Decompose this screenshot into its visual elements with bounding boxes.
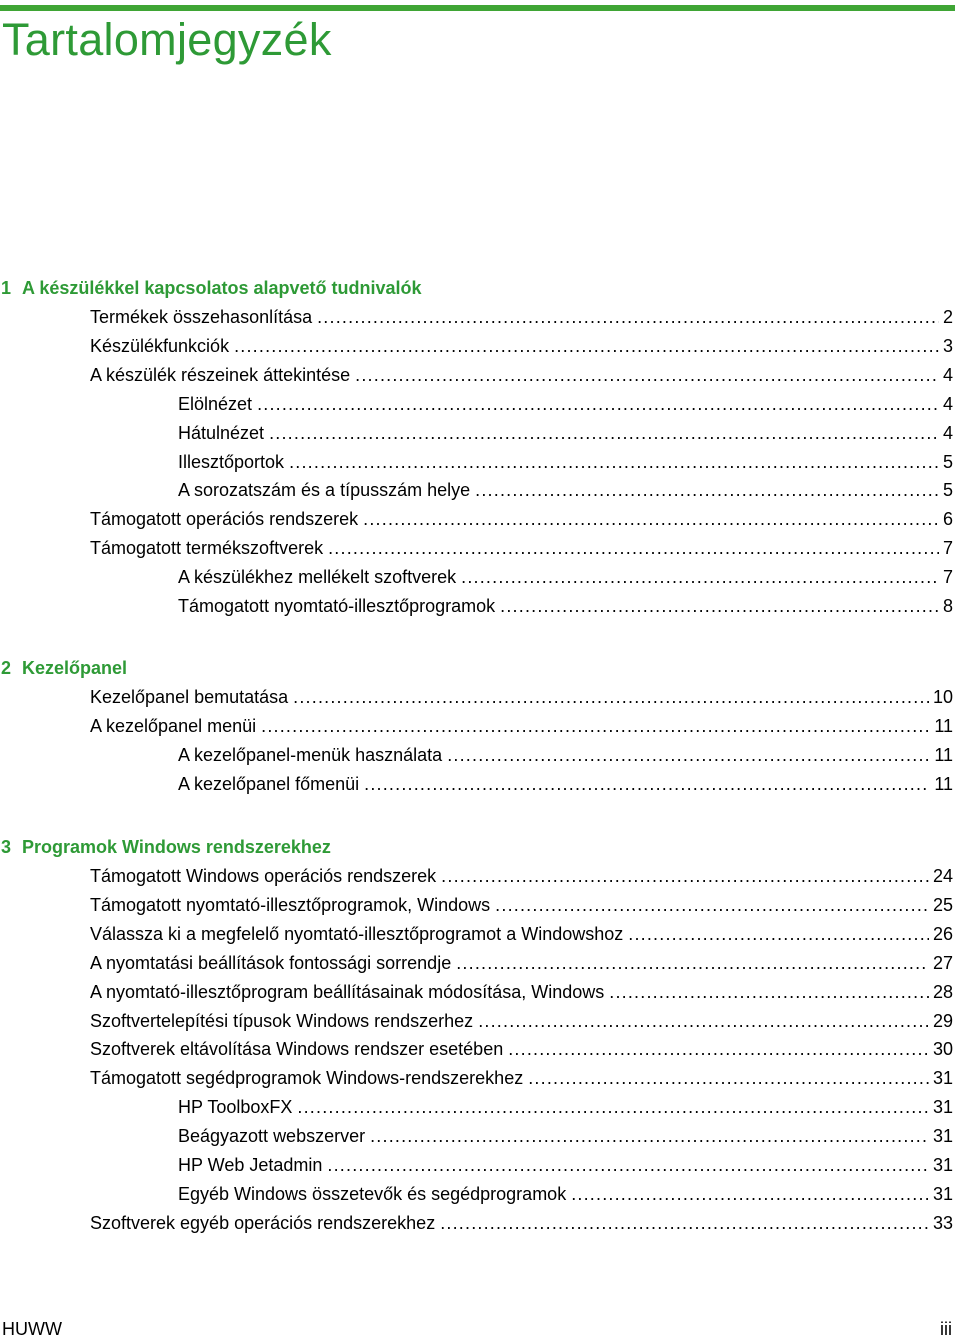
dot-leader	[478, 1010, 929, 1032]
dot-leader	[257, 393, 939, 415]
toc-entry[interactable]	[90, 981, 953, 1003]
toc-entry-page: 7	[942, 538, 953, 559]
chapter-number: 1	[1, 278, 12, 298]
dot-leader	[609, 981, 929, 1003]
dot-leader	[327, 1154, 929, 1176]
toc-entry-label: Szoftverek egyéb operációs rendszerekhez	[90, 1212, 436, 1233]
toc-entry[interactable]	[90, 1067, 953, 1089]
dot-leader	[297, 1096, 929, 1118]
toc-entry[interactable]	[178, 744, 953, 766]
toc-entry[interactable]	[90, 364, 953, 386]
toc-entry-label: HP ToolboxFX	[178, 1097, 293, 1118]
toc-entry-page: 31	[932, 1155, 953, 1175]
toc-entry[interactable]	[90, 894, 953, 916]
toc-entry-page: 4	[942, 393, 953, 414]
toc-entry-label: Készülékfunkciók	[90, 335, 230, 356]
toc-entry-page: 31	[932, 1126, 953, 1147]
toc-entry-label: Szoftvertelepítési típusok Windows rendszerhez	[90, 1010, 474, 1031]
chapter-title: Kezelőpanel	[22, 658, 128, 678]
toc-entry[interactable]	[178, 1183, 953, 1205]
toc-entry[interactable]	[178, 422, 953, 444]
toc-entry-page: 31	[932, 1097, 953, 1118]
toc-entry-page: 10	[932, 687, 953, 707]
toc-entry-page: 31	[932, 1183, 953, 1204]
toc-entry-label: Támogatott nyomtató-illesztőprogramok, Windows	[90, 894, 491, 915]
toc-entry[interactable]	[90, 508, 953, 530]
dot-leader	[475, 479, 939, 501]
toc-entry-page: 6	[942, 509, 953, 530]
dot-leader	[289, 451, 939, 473]
toc-entry[interactable]	[90, 715, 953, 737]
dot-leader	[363, 508, 939, 530]
chapter-number: 3	[1, 837, 12, 857]
footer-page-number: iii	[940, 1319, 952, 1339]
toc-entry-page: 27	[932, 952, 953, 973]
dot-leader	[461, 566, 939, 588]
toc-entry[interactable]	[90, 952, 953, 974]
toc-entry-label: Támogatott operációs rendszerek	[90, 509, 359, 530]
chapter-heading[interactable]	[0, 277, 422, 299]
toc-entry-label: Elölnézet	[178, 393, 253, 414]
dot-leader	[269, 422, 939, 444]
toc-entry-page: 8	[942, 596, 953, 616]
toc-entry-label: Támogatott termékszoftverek	[90, 538, 324, 559]
toc-entry-page: 4	[942, 422, 953, 443]
toc-entry-label: Hátulnézet	[178, 422, 265, 443]
toc-entry-page: 3	[942, 335, 953, 356]
toc-entry-page: 25	[932, 894, 953, 915]
toc-entry-label: A nyomtató-illesztőprogram beállításainak módosítása, Windows	[90, 981, 605, 1002]
toc-entry[interactable]	[178, 566, 953, 588]
toc-entry[interactable]	[90, 865, 953, 887]
toc-entry-label: A kezelőpanel-menük használata	[178, 744, 443, 765]
toc-entry[interactable]	[178, 1154, 953, 1176]
toc-entry-page: 11	[934, 715, 953, 736]
dot-leader	[571, 1183, 929, 1205]
toc-entry[interactable]	[178, 393, 953, 415]
chapter-number: 2	[1, 658, 12, 678]
dot-leader	[364, 773, 930, 795]
toc-entry-label: Támogatott segédprogramok Windows-rendszerekhez	[90, 1068, 524, 1089]
dot-leader	[355, 364, 939, 386]
dot-leader	[261, 715, 930, 737]
toc-entry-label: Illesztőportok	[178, 451, 285, 472]
dot-leader	[500, 595, 939, 617]
footer-left-label: HUWW	[2, 1319, 62, 1339]
toc-entry-label: Kezelőpanel bemutatása	[90, 687, 289, 707]
toc-entry-label: A kezelőpanel főmenüi	[178, 773, 360, 794]
toc-entry-label: A sorozatszám és a típusszám helye	[178, 480, 471, 501]
toc-entry-page: 5	[942, 451, 953, 472]
toc-entry[interactable]	[178, 1096, 953, 1118]
toc-entry[interactable]	[90, 306, 953, 328]
dot-leader	[528, 1067, 929, 1089]
toc-entry-page: 2	[942, 307, 953, 327]
toc-entry-page: 30	[932, 1039, 953, 1060]
toc-entry[interactable]	[90, 1038, 953, 1060]
toc-entry-page: 28	[932, 981, 953, 1002]
toc-entry-page: 4	[942, 364, 953, 385]
top-rule	[0, 5, 955, 11]
toc-entry[interactable]	[178, 479, 953, 501]
toc-entry[interactable]	[90, 1212, 953, 1234]
toc-entry-page: 5	[942, 480, 953, 501]
toc-entry-label: Beágyazott webszerver	[178, 1126, 366, 1147]
toc-entry-page: 7	[942, 567, 953, 588]
dot-leader	[440, 1212, 929, 1234]
toc-entry[interactable]	[178, 595, 953, 617]
chapter-heading[interactable]	[0, 836, 331, 858]
chapter-title: A készülékkel kapcsolatos alapvető tudnivalók	[22, 278, 422, 298]
chapter-heading[interactable]	[0, 657, 127, 679]
dot-leader	[317, 306, 939, 328]
toc-entry-label: A kezelőpanel menüi	[90, 715, 257, 736]
dot-leader	[508, 1038, 929, 1060]
chapter-title: Programok Windows rendszerekhez	[22, 837, 331, 857]
toc-entry-label: A nyomtatási beállítások fontossági sorrendje	[90, 952, 452, 973]
dot-leader	[441, 865, 929, 887]
toc-entry-page: 24	[932, 866, 953, 886]
dot-leader	[293, 686, 929, 708]
page-title: Tartalomjegyzék	[2, 14, 332, 65]
toc-entry-label: HP Web Jetadmin	[178, 1155, 323, 1175]
toc-entry-label: A készülékhez mellékelt szoftverek	[178, 567, 457, 588]
toc-entry-page: 11	[934, 773, 953, 794]
dot-leader	[234, 335, 939, 357]
toc-entry[interactable]	[90, 923, 953, 945]
toc-entry-label: Termékek összehasonlítása	[90, 307, 313, 327]
toc-entry[interactable]	[178, 773, 953, 795]
toc-entry-page: 33	[932, 1212, 953, 1233]
dot-leader	[370, 1125, 929, 1147]
dot-leader	[447, 744, 930, 766]
toc-entry-page: 11	[934, 744, 953, 765]
toc-entry[interactable]	[90, 1010, 953, 1032]
toc-entry[interactable]	[178, 451, 953, 473]
toc-entry-page: 29	[932, 1010, 953, 1031]
toc-entry-label: Egyéb Windows összetevők és segédprogramok	[178, 1183, 567, 1204]
toc-entry[interactable]	[90, 686, 953, 708]
toc-entry[interactable]	[90, 537, 953, 559]
toc-entry[interactable]	[90, 335, 953, 357]
toc-entry-page: 26	[932, 923, 953, 944]
toc-entry-label: Válassza ki a megfelelő nyomtató-illesztőprogramot a Windowshoz	[90, 923, 624, 944]
dot-leader	[456, 952, 929, 974]
toc-entry-label: Szoftverek eltávolítása Windows rendszer esetében	[90, 1039, 504, 1060]
dot-leader	[328, 537, 939, 559]
toc-entry-label: A készülék részeinek áttekintése	[90, 364, 351, 385]
toc-entry[interactable]	[178, 1125, 953, 1147]
dot-leader	[495, 894, 929, 916]
toc-entry-label: Támogatott nyomtató-illesztőprogramok	[178, 596, 496, 616]
dot-leader	[628, 923, 929, 945]
toc-entry-label: Támogatott Windows operációs rendszerek	[90, 866, 437, 886]
toc-entry-page: 31	[932, 1068, 953, 1089]
